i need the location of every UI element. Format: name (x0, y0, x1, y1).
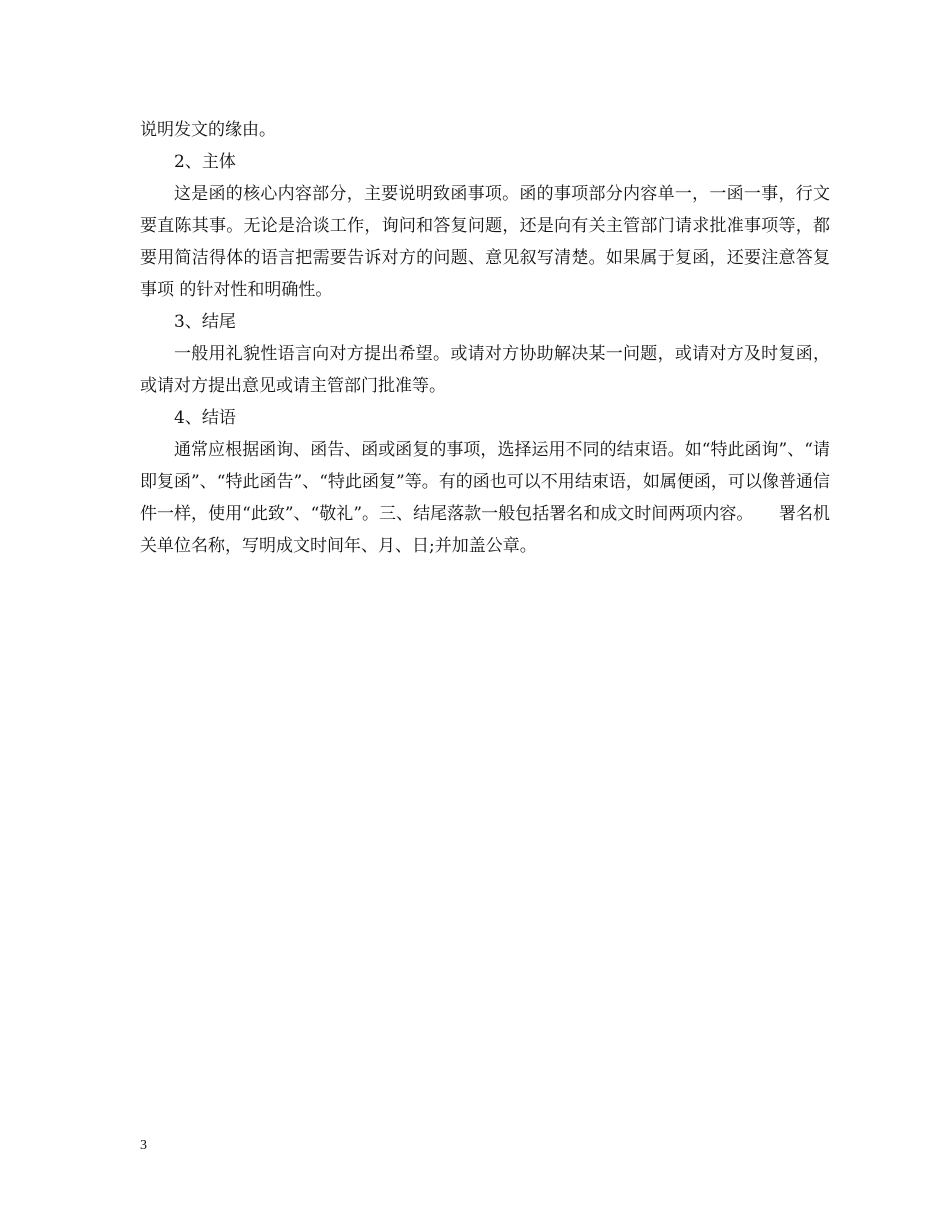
section-heading-body: 2、主体 (174, 152, 236, 172)
paragraph-ending: 一般用礼貌性语言向对方提出希望。或请对方协助解决某一问题，或请对方及时复函，或请对方提出意见或请主管部门批准等。 (140, 344, 830, 396)
paragraph-closing-words: 通常应根据函询、函告、函或函复的事项，选择运用不同的结束语。如“特此函询”、“请即复函”、“特此函告”、“特此函复”等。有的函也可以不用结束语，如属便函，可以像普通信件一样，使用“此致”、“敬礼”。三、结尾落款一般包括署名和成文时间两项内容。 署名机关单位名称，写明成文时间年、月、日;并加盖公章。 (140, 440, 830, 556)
page-number: 3 (140, 1138, 147, 1153)
paragraph-body: 这是函的核心内容部分，主要说明致函事项。函的事项部分内容单一，一函一事，行文要直陈其事。无论是洽谈工作，询问和答复问题，还是向有关主管部门请求批准事项等，都要用简洁得体的语言把需要告诉对方的问题、意见叙写清楚。如果属于复函，还要注意答复事项 的针对性和明确性。 (140, 184, 830, 300)
paragraph-continuation: 说明发文的缘由。 (140, 120, 276, 140)
section-heading-closing-words: 4、结语 (174, 408, 236, 428)
document-body (140, 114, 830, 562)
section-heading-ending: 3、结尾 (174, 312, 236, 332)
